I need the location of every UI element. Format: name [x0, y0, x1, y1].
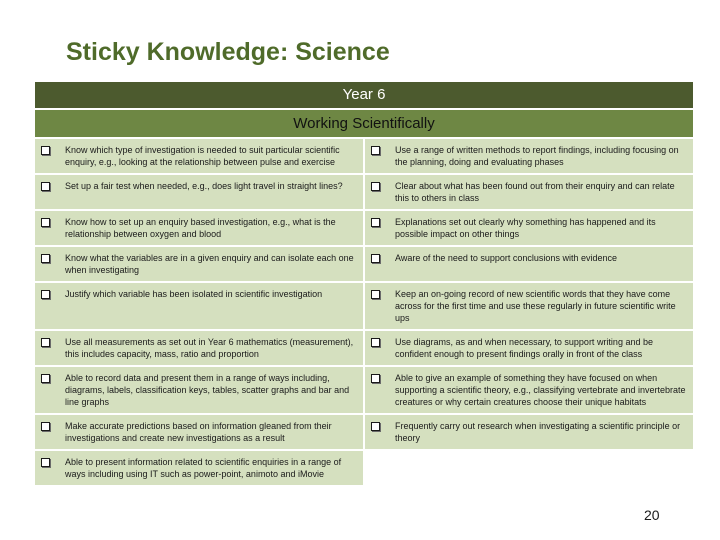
- checklist-item: [365, 415, 693, 449]
- left-cell: [35, 246, 364, 282]
- table-row: [35, 174, 693, 210]
- item-text: Make accurate predictions based on information gleaned from their investigations and create new investigations as a result: [65, 421, 332, 443]
- table-row: [35, 450, 693, 486]
- checklist-item: [35, 139, 363, 173]
- checkbox-icon: [371, 290, 380, 299]
- item-text: Able to record data and present them in a range of ways including, diagrams, labels, classification keys, tables, scatter graphs and bar and line graphs: [65, 373, 350, 407]
- checklist-item: [365, 331, 693, 365]
- right-cell: [364, 138, 693, 174]
- checklist-item: [365, 175, 693, 209]
- table-row: [35, 414, 693, 450]
- checklist-item: [365, 211, 693, 245]
- table-row: [35, 138, 693, 174]
- checklist-item: [35, 211, 363, 245]
- item-text: Aware of the need to support conclusions with evidence: [395, 253, 617, 263]
- checkbox-icon: [41, 254, 50, 263]
- table-body: [35, 138, 693, 486]
- left-cell: [35, 210, 364, 246]
- item-text: Use all measurements as set out in Year 6 mathematics (measurement), this includes capacity, mass, ratio and proportion: [65, 337, 354, 359]
- checklist-item: [35, 175, 363, 197]
- checklist-item: [365, 367, 693, 413]
- year-header: Year 6: [35, 82, 693, 109]
- right-cell: [364, 366, 693, 414]
- right-cell: [364, 450, 693, 486]
- checkbox-icon: [41, 290, 50, 299]
- checkbox-icon: [41, 458, 50, 467]
- checkbox-icon: [371, 422, 380, 431]
- item-text: Know how to set up an enquiry based investigation, e.g., what is the relationship between oxygen and blood: [65, 217, 336, 239]
- item-text: Know which type of investigation is needed to suit particular scientific enquiry, e.g., looking at the relationship between pulse and exercise: [65, 145, 340, 167]
- right-cell: [364, 210, 693, 246]
- table-row: [35, 210, 693, 246]
- checklist-item: [365, 139, 693, 173]
- checkbox-icon: [41, 422, 50, 431]
- item-text: Able to give an example of something they have focused on when supporting a scientific theory, e.g., classifying vertebrate and invertebrate creatures or why certain creatures choose their unique habitats: [395, 373, 686, 407]
- right-cell: [364, 282, 693, 330]
- right-cell: [364, 330, 693, 366]
- checkbox-icon: [41, 374, 50, 383]
- checklist-item: [365, 247, 693, 269]
- left-cell: [35, 330, 364, 366]
- item-text: Justify which variable has been isolated in scientific investigation: [65, 289, 323, 299]
- checkbox-icon: [41, 338, 50, 347]
- checklist-item: [365, 283, 693, 329]
- checkbox-icon: [41, 218, 50, 227]
- page-number: 20: [644, 507, 660, 523]
- checklist-item: [35, 367, 363, 413]
- item-text: Use a range of written methods to report findings, including focusing on the planning, doing and evaluating phases: [395, 145, 679, 167]
- checkbox-icon: [41, 146, 50, 155]
- checkbox-icon: [41, 182, 50, 191]
- table-row: [35, 282, 693, 330]
- table-row: [35, 330, 693, 366]
- item-text: Able to present information related to scientific enquiries in a range of ways including using IT such as power-point, animoto and iMovie: [65, 457, 342, 479]
- item-text: Set up a fair test when needed, e.g., does light travel in straight lines?: [65, 181, 343, 191]
- table-row: [35, 246, 693, 282]
- checkbox-icon: [371, 218, 380, 227]
- item-text: Explanations set out clearly why something has happened and its possible impact on other things: [395, 217, 656, 239]
- left-cell: [35, 366, 364, 414]
- section-header: Working Scientifically: [35, 109, 693, 138]
- left-cell: [35, 450, 364, 486]
- checklist-item: [35, 415, 363, 449]
- right-cell: [364, 414, 693, 450]
- left-cell: [35, 138, 364, 174]
- item-text: Keep an on-going record of new scientific words that they have come across for the first time and use these regularly in future scientific write ups: [395, 289, 676, 323]
- checkbox-icon: [371, 182, 380, 191]
- left-cell: [35, 174, 364, 210]
- item-text: Frequently carry out research when investigating a scientific principle or theory: [395, 421, 681, 443]
- knowledge-table: [35, 82, 693, 487]
- table-row: [35, 366, 693, 414]
- checkbox-icon: [371, 146, 380, 155]
- page-title: Sticky Knowledge: Science: [66, 38, 390, 66]
- checklist-item: [35, 331, 363, 365]
- right-cell: [364, 174, 693, 210]
- checklist-item: [35, 451, 363, 485]
- checkbox-icon: [371, 374, 380, 383]
- left-cell: [35, 282, 364, 330]
- item-text: Use diagrams, as and when necessary, to support writing and be confident enough to present findings orally in front of the class: [395, 337, 653, 359]
- item-text: Know what the variables are in a given enquiry and can isolate each one when investigating: [65, 253, 354, 275]
- right-cell: [364, 246, 693, 282]
- checkbox-icon: [371, 338, 380, 347]
- checklist-item: [35, 283, 363, 305]
- item-text: Clear about what has been found out from their enquiry and can relate this to others in class: [395, 181, 675, 203]
- checklist-item: [35, 247, 363, 281]
- checkbox-icon: [371, 254, 380, 263]
- left-cell: [35, 414, 364, 450]
